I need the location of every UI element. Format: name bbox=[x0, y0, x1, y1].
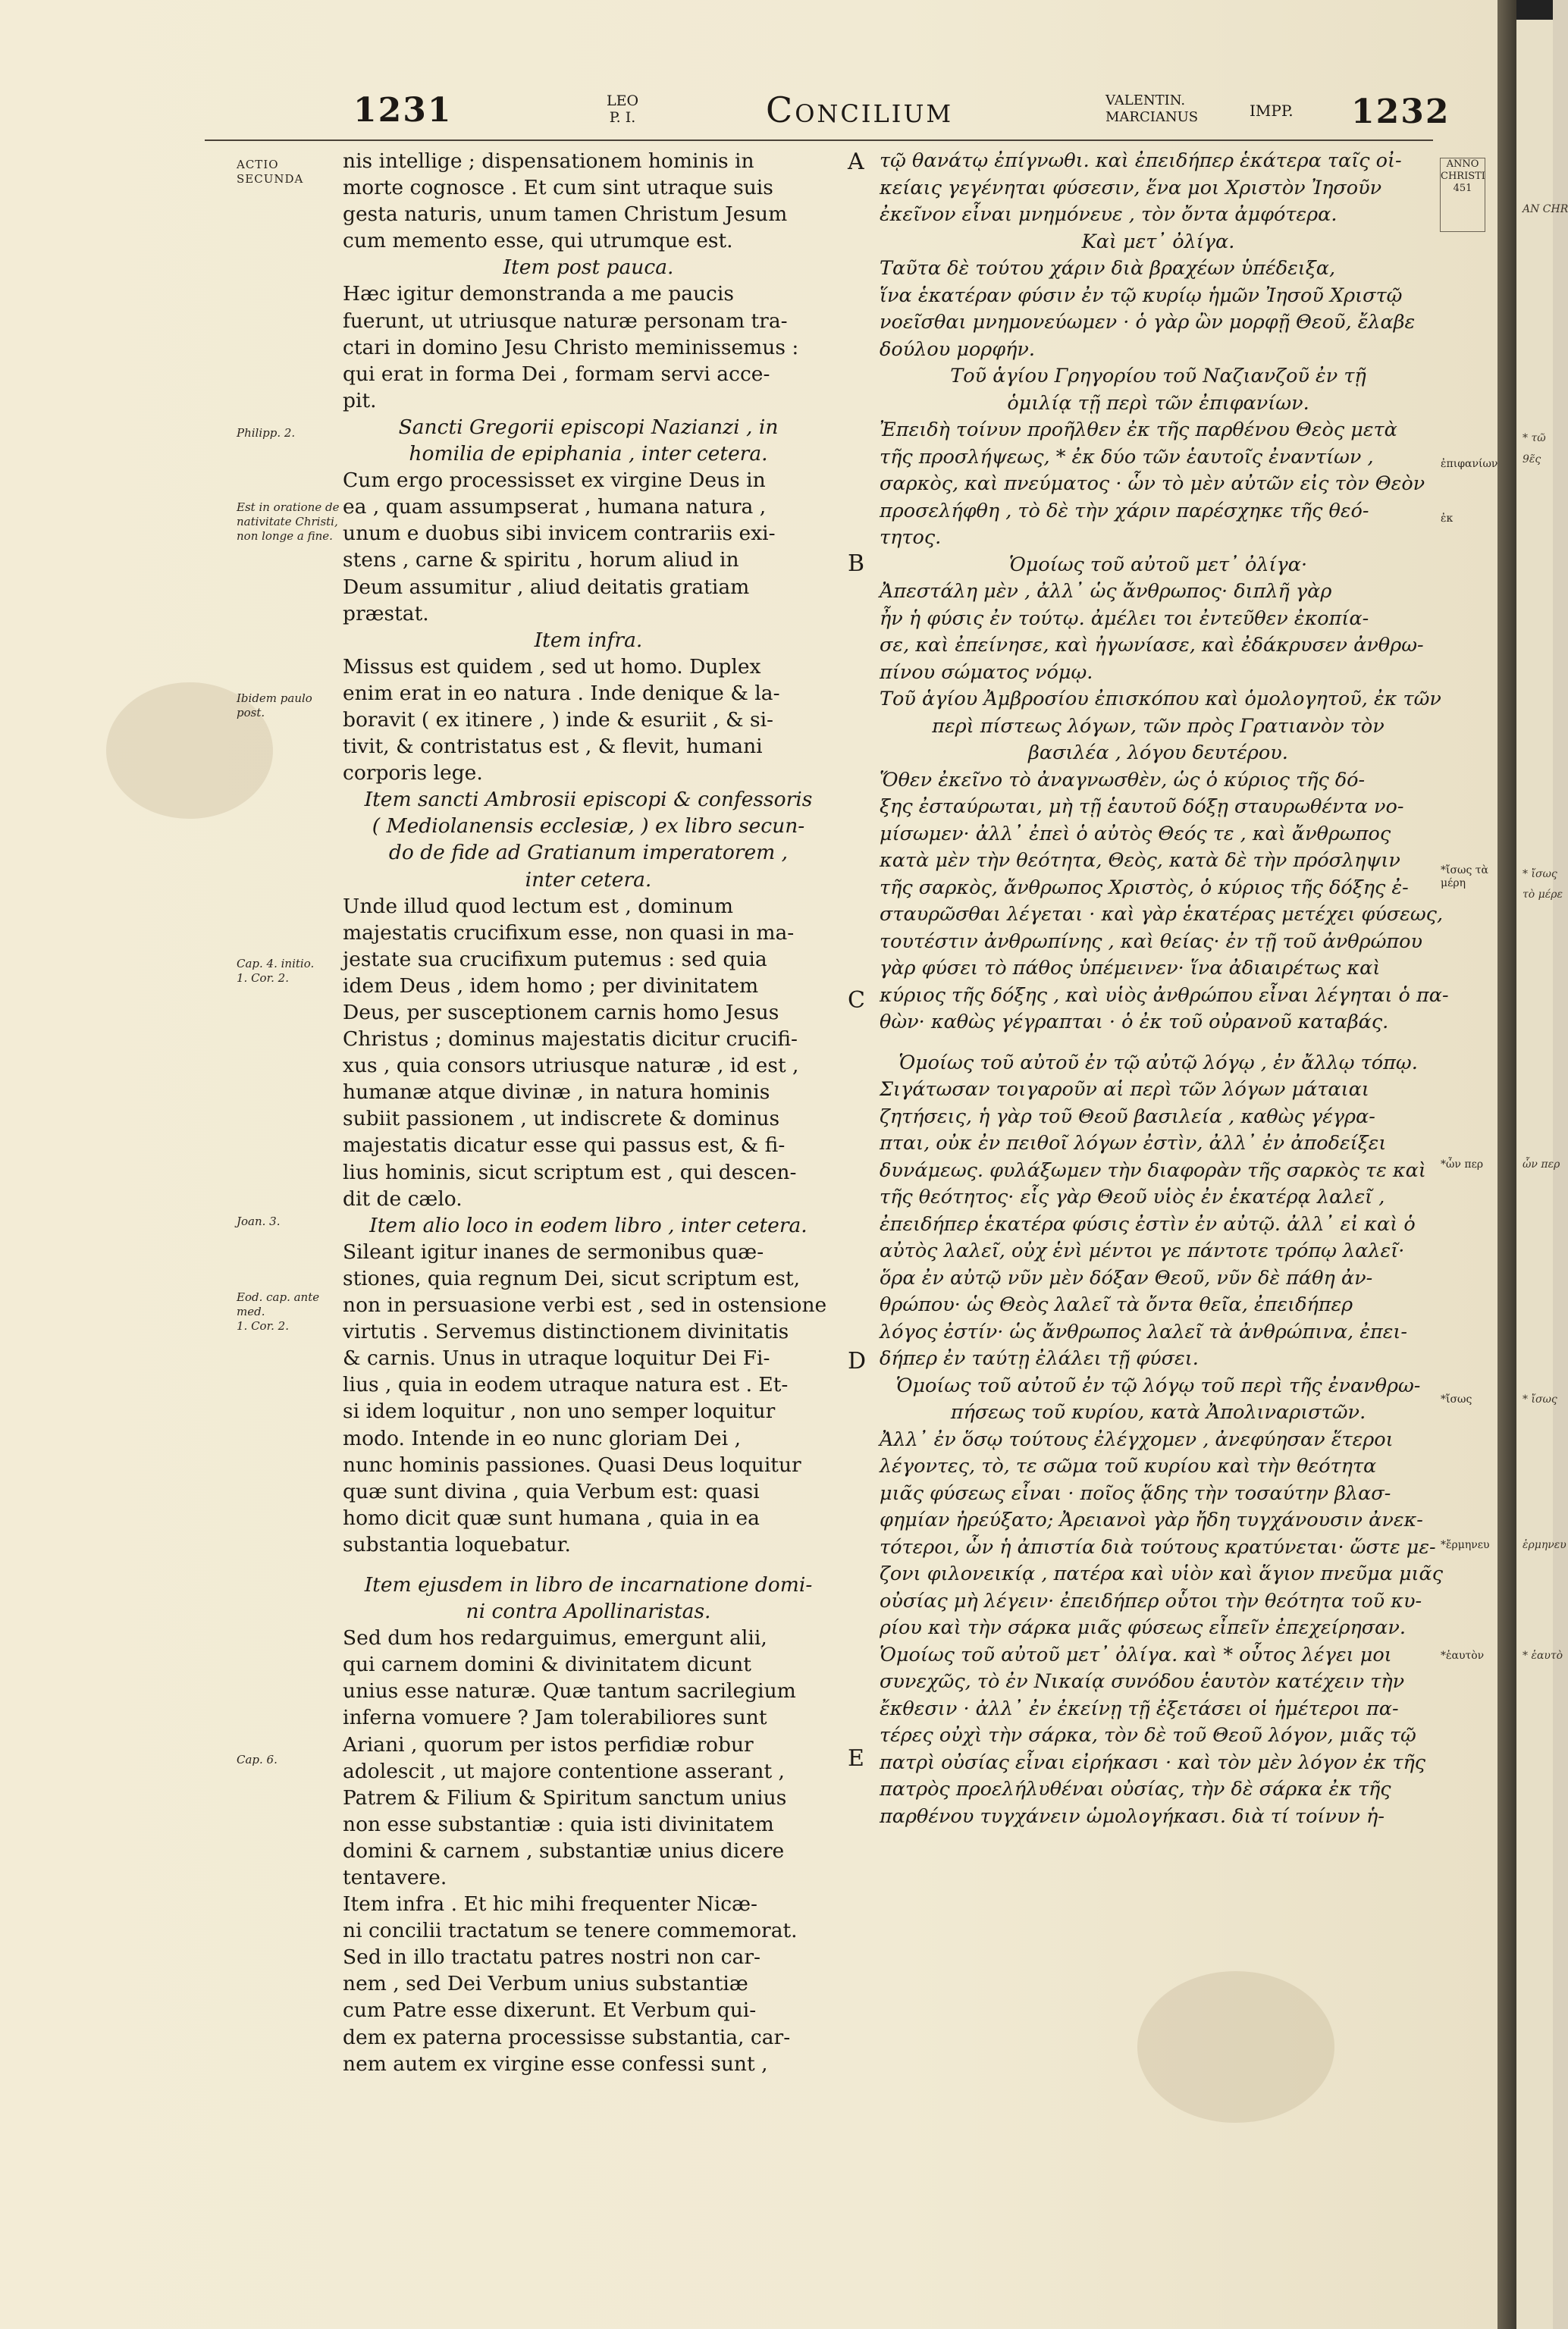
section-heading: Τοῦ ἁγίου Γρηγορίου τοῦ Ναζιανζοῦ ἐν τῇ bbox=[950, 365, 1366, 387]
text-line: humanæ atque divinæ , in natura hominis bbox=[343, 1080, 770, 1105]
section-heading: Τοῦ ἁγίου Ἀμβροσίου ἐπισκόπου καὶ ὁμολογητοῦ, ἐκ τῶν bbox=[880, 688, 1441, 710]
right-note: *ἴσως bbox=[1441, 1393, 1472, 1406]
text-line: corporis lege. bbox=[343, 761, 483, 785]
year-tab bbox=[1440, 158, 1485, 232]
section-heading: Sancti Gregorii episcopi Nazianzi , in bbox=[398, 415, 779, 439]
text-line: adolescit , ut majore contentione asserant , bbox=[343, 1759, 785, 1783]
text-line: Σιγάτωσαν τοιγαροῦν αἱ περὶ τῶν λόγων μάταιαι bbox=[880, 1078, 1369, 1101]
right-note: *ὧν περ bbox=[1441, 1158, 1484, 1171]
text-line: δήπερ ἐν ταύτῃ ἐλάλει τῇ φύσει. bbox=[880, 1347, 1199, 1370]
next-page-fragment: * ἴσως bbox=[1523, 1393, 1557, 1406]
margin-note-text: ACTIO SECUNDA bbox=[237, 158, 304, 186]
right-note: *ἔρμηνευ bbox=[1441, 1539, 1490, 1551]
margin-note-cap4 bbox=[237, 957, 343, 986]
text-line: majestatis dicatur esse qui passus est, & fi- bbox=[343, 1133, 786, 1158]
text-line: φημίαν ἠρεύξατο; Ἀρειανοὶ γὰρ ἤδη τυγχάνουσιν ἀνεκ- bbox=[880, 1509, 1423, 1531]
latin-column bbox=[343, 148, 834, 2077]
text-line: homo dicit quæ sunt humana , quia in ea bbox=[343, 1506, 760, 1530]
text-line: δυνάμεως. φυλάξωμεν τὴν διαφορὰν τῆς σαρκὸς τε καὶ bbox=[880, 1158, 1426, 1182]
adjacent-page-edge bbox=[1516, 0, 1568, 2329]
header-rule bbox=[205, 139, 1433, 141]
section-heading: inter cetera. bbox=[525, 867, 652, 892]
text-line: dem ex paterna processisse substantia, car- bbox=[343, 2025, 791, 2049]
text-line: ἔκθεσιν · ἀλλ᾽ ἐν ἐκείνῃ τῇ ἐξετάσει οἱ ἡμέτεροι πα- bbox=[880, 1697, 1399, 1720]
text-line: σε, καὶ ἐπείνησε, καὶ ἠγωνίασε, καὶ ἐδάκρυσεν ἀνθρω- bbox=[880, 634, 1424, 657]
text-line: αὐτὸς λαλεῖ, οὐχ ἑνὶ μέντοι γε πάντοτε τρόπῳ λαλεῖ· bbox=[880, 1240, 1405, 1262]
year-tab-text: ANNO CHRISTI 451 bbox=[1441, 158, 1485, 194]
section-letter-d: D bbox=[848, 1348, 867, 1375]
section-letter-a: A bbox=[848, 149, 864, 175]
text-line: προσελήφθη , τὸ δὲ τὴν χάριν παρέσχηκε τῆς θεό- bbox=[880, 499, 1369, 522]
text-line: νοεῖσθαι μνημονεύωμεν · ὁ γὰρ ὢν μορφῇ Θεοῦ, ἔλαβε bbox=[880, 311, 1416, 334]
text-line: πίνου σώματος νόμῳ. bbox=[880, 660, 1093, 684]
text-line: μίσωμεν· ἀλλ᾽ ἐπεὶ ὁ αὐτὸς Θεός τε , καὶ ἄνθρωπος bbox=[880, 822, 1391, 845]
section-heading: Ὁμοίως τοῦ αὐτοῦ ἐν τῷ λόγῳ τοῦ περὶ τῆς ἐνανθρω- bbox=[895, 1374, 1421, 1397]
section-heading: Item infra. bbox=[534, 628, 643, 652]
text-line: nis intellige ; dispensationem hominis in bbox=[343, 149, 754, 173]
section-heading: Item sancti Ambrosii episcopi & confessoris bbox=[364, 788, 813, 812]
page-edge-shadow bbox=[1516, 0, 1553, 20]
text-line: idem Deus , idem homo ; per divinitatem bbox=[343, 973, 759, 998]
section-heading: Item alio loco in eodem libro , inter cetera. bbox=[369, 1213, 808, 1237]
text-line: inferna vomuere ? Jam tolerabiliores sunt bbox=[343, 1706, 767, 1730]
text-line: δούλου μορφήν. bbox=[880, 337, 1035, 361]
next-page-fragment: 9ε̃ς bbox=[1523, 453, 1541, 465]
margin-note-text: Est in oratione de nativitate Christi, non longe a fine. bbox=[237, 500, 340, 543]
text-line: xus , quia consors utriusque naturæ , id est , bbox=[343, 1054, 799, 1078]
text-line: non esse substantiæ : quia isti divinitatem bbox=[343, 1812, 774, 1836]
header-impp: IMPP. bbox=[1250, 102, 1294, 120]
next-page-fragment: ὧν περ bbox=[1523, 1158, 1560, 1171]
text-line: Ὅθεν ἐκεῖνο τὸ ἀναγνωσθὲν, ὡς ὁ κύριος τῆς δό- bbox=[880, 768, 1366, 791]
section-letter-b: B bbox=[848, 550, 865, 577]
section-heading: ni contra Apollinaristas. bbox=[466, 1600, 711, 1624]
text-line: stens , carne & spiritu , horum aliud in bbox=[343, 548, 739, 572]
text-line: dit de cælo. bbox=[343, 1186, 463, 1211]
text-line: Ἀπεστάλη μὲν , ἀλλ᾽ ὡς ἄνθρωπος· διπλῆ γὰρ bbox=[880, 580, 1332, 603]
text-line: Hæc igitur demonstranda a me paucis bbox=[343, 282, 734, 306]
text-line: Ἀλλ᾽ ἐν ὅσῳ τούτους ἐλέγχομεν , ἀνεφύησαν ἕτεροι bbox=[880, 1428, 1394, 1451]
text-line: κείαις γεγένηται φύσεσιν, ἕνα μοι Χριστὸν Ἰησοῦν bbox=[880, 176, 1382, 199]
next-page-fragment: * ἴσως bbox=[1523, 868, 1557, 880]
text-line: unum e duobus sibi invicem contrariis exi- bbox=[343, 522, 776, 546]
text-line: ἐκεῖνον εἶναι μνημόνευε , τὸν ὄντα ἀμφότερα. bbox=[880, 203, 1338, 226]
margin-note-actio bbox=[237, 158, 343, 187]
text-line: πται, οὐκ ἐν πειθοῖ λόγων ἐστὶν, ἀλλ᾽ ἐν ἀποδείξει bbox=[880, 1132, 1387, 1155]
text-line: κύριος τῆς δόξης , καὶ υἱὸς ἀνθρώπου εἶναι λέγηται ὁ πα- bbox=[880, 983, 1449, 1007]
text-line: si idem loquitur , non uno semper loquitur bbox=[343, 1400, 776, 1424]
text-line: ζονι φιλονεικίᾳ , πατέρα καὶ υἱὸν καὶ ἅγιον πνεῦμα μιᾶς bbox=[880, 1563, 1444, 1585]
text-line: Unde illud quod lectum est , dominum bbox=[343, 894, 733, 918]
text-line: cum Patre esse dixerunt. Et Verbum qui- bbox=[343, 1998, 757, 2023]
text-line: γὰρ φύσει τὸ πάθος ὑπέμεινεν· ἵνα ἀδιαιρέτως καὶ bbox=[880, 957, 1381, 980]
text-line: virtutis . Servemus distinctionem divinitatis bbox=[343, 1320, 789, 1344]
text-line: Ταῦτα δὲ τούτου χάριν διὰ βραχέων ὑπέδειξα, bbox=[880, 257, 1336, 280]
text-line: τῷ θανάτῳ ἐπίγνωθι. καὶ ἐπειδήπερ ἑκάτερα ταῖς οἰ- bbox=[880, 149, 1402, 172]
right-note: *ἑαυτὸν bbox=[1441, 1650, 1485, 1662]
header-pope bbox=[607, 92, 638, 126]
next-page-fragment: τὸ μέρε bbox=[1523, 889, 1563, 901]
right-note: ἐπιφανίων bbox=[1441, 458, 1498, 470]
text-line: Ἐπειδὴ τοίνυν προῆλθεν ἐκ τῆς παρθένου Θεὸς μετὰ bbox=[880, 418, 1397, 441]
text-line: τῆς προσλήψεως, * ἐκ δύο τῶν ἑαυτοῖς ἐναντίων , bbox=[880, 445, 1374, 469]
text-line: unius esse naturæ. Quæ tantum sacrilegium bbox=[343, 1679, 796, 1704]
margin-note-text: Philipp. 2. bbox=[237, 426, 296, 440]
text-line: ἦν ἡ φύσις ἐν τούτῳ. ἀμέλει τοι ἐντεῦθεν ἐκοπία- bbox=[880, 607, 1369, 630]
page-number-left: 1231 bbox=[353, 91, 453, 130]
text-line: ὅρα ἐν αὐτῷ νῦν μὲν δόξαν Θεοῦ, νῦν δὲ πάθη ἀν- bbox=[880, 1266, 1373, 1290]
header-emperors bbox=[1105, 92, 1198, 126]
text-line: κατὰ μὲν τὴν θεότητα, Θεὸς, κατὰ δὲ τὴν πρόσληψιν bbox=[880, 849, 1400, 872]
text-line: σαρκὸς, καὶ πνεύματος · ὧν τὸ μὲν αὐτῶν εἰς τὸν Θεὸν bbox=[880, 472, 1425, 495]
header-emperor-2: MARCIANUS bbox=[1105, 109, 1199, 125]
text-line: Christus ; dominus majestatis dicitur crucifi- bbox=[343, 1027, 798, 1052]
margin-note-text: Joan. 3. bbox=[237, 1215, 281, 1228]
header-pope-title: P. I. bbox=[609, 109, 636, 126]
text-line: τῆς θεότητος· εἷς γὰρ Θεοῦ υἱὸς ἐν ἑκατέρᾳ λαλεῖ , bbox=[880, 1186, 1385, 1208]
text-line: μιᾶς φύσεως εἶναι · ποῖος ᾅδης τὴν τοσαύτην βλασ- bbox=[880, 1481, 1391, 1505]
next-page-fragment: * τῶ bbox=[1523, 432, 1546, 444]
text-line: Ariani , quorum per istos perfidiæ robur bbox=[343, 1732, 754, 1757]
paragraph-gap bbox=[343, 1558, 834, 1572]
text-line: morte cognosce . Et cum sint utraque suis bbox=[343, 176, 773, 200]
section-heading: Ὁμοίως τοῦ αὐτοῦ μετ᾽ ὀλίγα· bbox=[1008, 553, 1308, 576]
text-line: τῆς σαρκὸς, ἄνθρωπος Χριστὸς, ὁ κύριος τῆς δόξης ἐ- bbox=[880, 876, 1409, 899]
text-line: nunc hominis passiones. Quasi Deus loquitur bbox=[343, 1453, 801, 1477]
text-line: οὐσίας μὴ λέγειν· ἐπειδήπερ οὗτοι τὴν θεότητα τοῦ κυ- bbox=[880, 1589, 1422, 1613]
paper-stain bbox=[1137, 1971, 1334, 2123]
text-line: Sileant igitur inanes de sermonibus quæ- bbox=[343, 1240, 764, 1264]
text-line: fuerunt, ut utriusque naturæ personam tra- bbox=[343, 309, 788, 333]
text-line: ἐπειδήπερ ἑκατέρα φύσις ἐστὶν ἐν αὐτῷ. ἀλλ᾽ εἰ καὶ ὁ bbox=[880, 1212, 1416, 1236]
text-line: τέρες οὐχὶ τὴν σάρκα, τὸν δὲ τοῦ Θεοῦ λόγον, μιᾶς τῷ bbox=[880, 1724, 1416, 1747]
text-line: pit. bbox=[343, 388, 377, 412]
text-line: ξης ἐσταύρωται, μὴ τῇ ἑαυτοῦ δόξῃ σταυρωθέντα νο- bbox=[880, 795, 1404, 818]
header-emperor-1: VALENTIN. bbox=[1105, 92, 1186, 108]
text-line: boravit ( ex itinere , ) inde & esuriit , & si- bbox=[343, 707, 774, 732]
text-line: λέγοντες, τὸ, τε σῶμα τοῦ κυρίου καὶ τὴν θεότητα bbox=[880, 1455, 1377, 1478]
text-line: ζητήσεις, ἡ γὰρ τοῦ Θεοῦ βασιλεία , καθὼς γέγρα- bbox=[880, 1105, 1375, 1128]
text-line: Patrem & Filium & Spiritum sanctum unius bbox=[343, 1785, 787, 1810]
section-heading: ὁμιλίᾳ τῇ περὶ τῶν ἐπιφανίων. bbox=[1007, 391, 1309, 415]
text-line: jestate sua crucifixum putemus : sed quia bbox=[343, 947, 767, 971]
margin-note-text: Cap. 4. initio. 1. Cor. 2. bbox=[237, 957, 315, 985]
next-page-fragment: * ἑαυτὸ bbox=[1523, 1650, 1563, 1662]
section-heading: περὶ πίστεως λόγων, τῶν πρὸς Γρατιανὸν τὸν bbox=[932, 714, 1385, 738]
text-line: nem , sed Dei Verbum unius substantiæ bbox=[343, 1972, 748, 1996]
text-line: gesta naturis, unum tamen Christum Jesum bbox=[343, 202, 788, 227]
text-line: ni concilii tractatum se tenere commemorat. bbox=[343, 1919, 798, 1943]
text-line: modo. Intende in eo nunc gloriam Dei , bbox=[343, 1426, 742, 1450]
section-heading: do de fide ad Gratianum imperatorem , bbox=[388, 841, 789, 865]
text-line: Ὁμοίως τοῦ αὐτοῦ μετ᾽ ὀλίγα. καὶ * οὗτος λέγει μοι bbox=[880, 1643, 1392, 1666]
text-line: τητος. bbox=[880, 526, 942, 549]
text-line: cum memento esse, qui utrumque est. bbox=[343, 229, 733, 253]
text-line: τουτέστιν ἀνθρωπίνης , καὶ θείας· ἐν τῇ τοῦ ἀνθρώπου bbox=[880, 929, 1422, 953]
text-line: domini & carnem , substantiæ unius dicere bbox=[343, 1838, 785, 1863]
text-line: Cum ergo processisset ex virgine Deus in bbox=[343, 469, 766, 493]
section-heading: homilia de epiphania , inter cetera. bbox=[409, 442, 768, 466]
text-line: Sed in illo tractatu patres nostri non car- bbox=[343, 1945, 760, 1970]
text-line: enim erat in eo natura . Inde denique & la- bbox=[343, 681, 780, 705]
section-heading: πήσεως τοῦ κυρίου, κατὰ Ἀπολιναριστῶν. bbox=[950, 1401, 1366, 1424]
text-line: θρώπου· ὡς Θεὸς λαλεῖ τὰ ὄντα θεῖα, ἐπειδήπερ bbox=[880, 1293, 1353, 1316]
book-gutter bbox=[1497, 0, 1516, 2329]
section-heading: ( Mediolanensis ecclesiæ, ) ex libro secun- bbox=[372, 814, 805, 839]
text-line: præstat. bbox=[343, 601, 429, 625]
text-line: ἵνα ἑκατέραν φύσιν ἐν τῷ κυρίῳ ἡμῶν Ἰησοῦ Χριστῷ bbox=[880, 284, 1403, 307]
text-line: ρίου καὶ τὴν σάρκα μιᾶς φύσεως εἶπεῖν ἐπεχείρησαν. bbox=[880, 1616, 1406, 1639]
section-letter-c: C bbox=[848, 987, 865, 1014]
text-line: Missus est quidem , sed ut homo. Duplex bbox=[343, 654, 761, 679]
text-line: Deum assumitur , aliud deitatis gratiam bbox=[343, 575, 750, 599]
text-line: lius , quia in eodem utraque natura est . Et- bbox=[343, 1373, 789, 1397]
text-line: λόγος ἐστίν· ὡς ἄνθρωπος λαλεῖ τὰ ἀνθρώπινα, ἐπει- bbox=[880, 1320, 1407, 1343]
section-heading: βασιλέα , λόγου δευτέρου. bbox=[1028, 741, 1288, 764]
margin-note-text: Cap. 6. bbox=[237, 1753, 278, 1766]
text-line: non in persuasione verbi est , sed in ostensione bbox=[343, 1293, 827, 1318]
text-line: substantia loquebatur. bbox=[343, 1532, 571, 1556]
section-heading: Ὁμοίως τοῦ αὐτοῦ ἐν τῷ αὐτῷ λόγῳ , ἐν ἄλλῳ τόπῳ. bbox=[898, 1051, 1418, 1074]
right-note: ἐκ bbox=[1441, 513, 1454, 525]
section-heading: Item ejusdem in libro de incarnatione domi- bbox=[364, 1572, 813, 1597]
next-page-fragment: AN CHR bbox=[1523, 203, 1568, 215]
section-heading: Καὶ μετ᾽ ὀλίγα. bbox=[1081, 230, 1235, 253]
section-letter-e: E bbox=[848, 1745, 864, 1772]
text-line: ctari in domino Jesu Christo meminissemus : bbox=[343, 335, 799, 359]
text-line: & carnis. Unus in utraque loquitur Dei Fi- bbox=[343, 1346, 770, 1371]
page-number-right: 1232 bbox=[1351, 92, 1450, 131]
margin-note-text: Eod. cap. ante med. 1. Cor. 2. bbox=[237, 1290, 320, 1333]
text-line: ea , quam assumpserat , humana natura , bbox=[343, 495, 767, 519]
text-line: tivit, & contristatus est , & flevit, humani bbox=[343, 735, 763, 759]
right-note: *ἴσως τὰ μέρη bbox=[1441, 864, 1488, 889]
text-line: quæ sunt divina , quia Verbum est: quasi bbox=[343, 1479, 760, 1503]
margin-note-text: Ibidem paulo post. bbox=[237, 691, 312, 719]
margin-note-cap6 bbox=[237, 1753, 343, 1767]
text-line: majestatis crucifixum esse, non quasi in ma- bbox=[343, 920, 795, 945]
paragraph-gap bbox=[880, 1036, 1437, 1050]
margin-note-ibidem bbox=[237, 691, 343, 720]
running-title: Concilium bbox=[766, 89, 954, 130]
text-line: θὼν· καθὼς γέγραπται · ὁ ἐκ τοῦ οὐρανοῦ καταβάς. bbox=[880, 1011, 1389, 1033]
text-line: qui carnem domini & divinitatem dicunt bbox=[343, 1653, 751, 1677]
text-line: παρθένου τυγχάνειν ὡμολογήκασι. διὰ τί τοίνυν ἡ- bbox=[880, 1804, 1385, 1828]
margin-note-eod bbox=[237, 1290, 343, 1334]
text-line: πατρὸς προελήλυθέναι οὐσίας, τὴν δὲ σάρκα ἐκ τῆς bbox=[880, 1778, 1391, 1801]
text-line: subiit passionem , ut indiscrete & dominus bbox=[343, 1107, 780, 1131]
text-line: tentavere. bbox=[343, 1866, 447, 1889]
text-line: Deus, per susceptionem carnis homo Jesus bbox=[343, 1001, 779, 1024]
next-page-fragment: ἑρμηνευ bbox=[1523, 1539, 1566, 1551]
text-line: πατρὶ οὐσίας εἶναι εἰρήκασι · καὶ τὸν μὲν λόγον ἐκ τῆς bbox=[880, 1751, 1426, 1774]
header-pope-name: LEO bbox=[607, 92, 639, 109]
text-line: lius hominis, sicut scriptum est , qui descen- bbox=[343, 1160, 797, 1184]
text-line: qui erat in forma Dei , formam servi acce- bbox=[343, 362, 770, 386]
margin-note-oratio bbox=[237, 500, 343, 544]
text-line: Item infra . Et hic mihi frequenter Nicæ- bbox=[343, 1892, 757, 1917]
section-heading: Item post pauca. bbox=[503, 255, 674, 280]
text-line: nem autem ex virgine esse confessi sunt , bbox=[343, 2052, 768, 2076]
greek-column bbox=[880, 148, 1449, 1830]
text-line: συνεχῶς, τὸ ἐν Νικαίᾳ συνόδου ἑαυτὸν κατέχειν τὴν bbox=[880, 1670, 1405, 1693]
text-line: stiones, quia regnum Dei, sicut scriptum est, bbox=[343, 1266, 801, 1290]
margin-note-philipp bbox=[237, 426, 343, 440]
text-line: Sed dum hos redarguimus, emergunt alii, bbox=[343, 1626, 767, 1650]
margin-note-joan bbox=[237, 1215, 343, 1229]
text-line: σταυρῶσθαι λέγεται · καὶ γὰρ ἑκατέρας μετέχει φύσεως, bbox=[880, 903, 1444, 926]
text-line: τότεροι, ὧν ἡ ἀπιστία διὰ τούτους κρατύνεται· ὥστε με- bbox=[880, 1535, 1436, 1559]
